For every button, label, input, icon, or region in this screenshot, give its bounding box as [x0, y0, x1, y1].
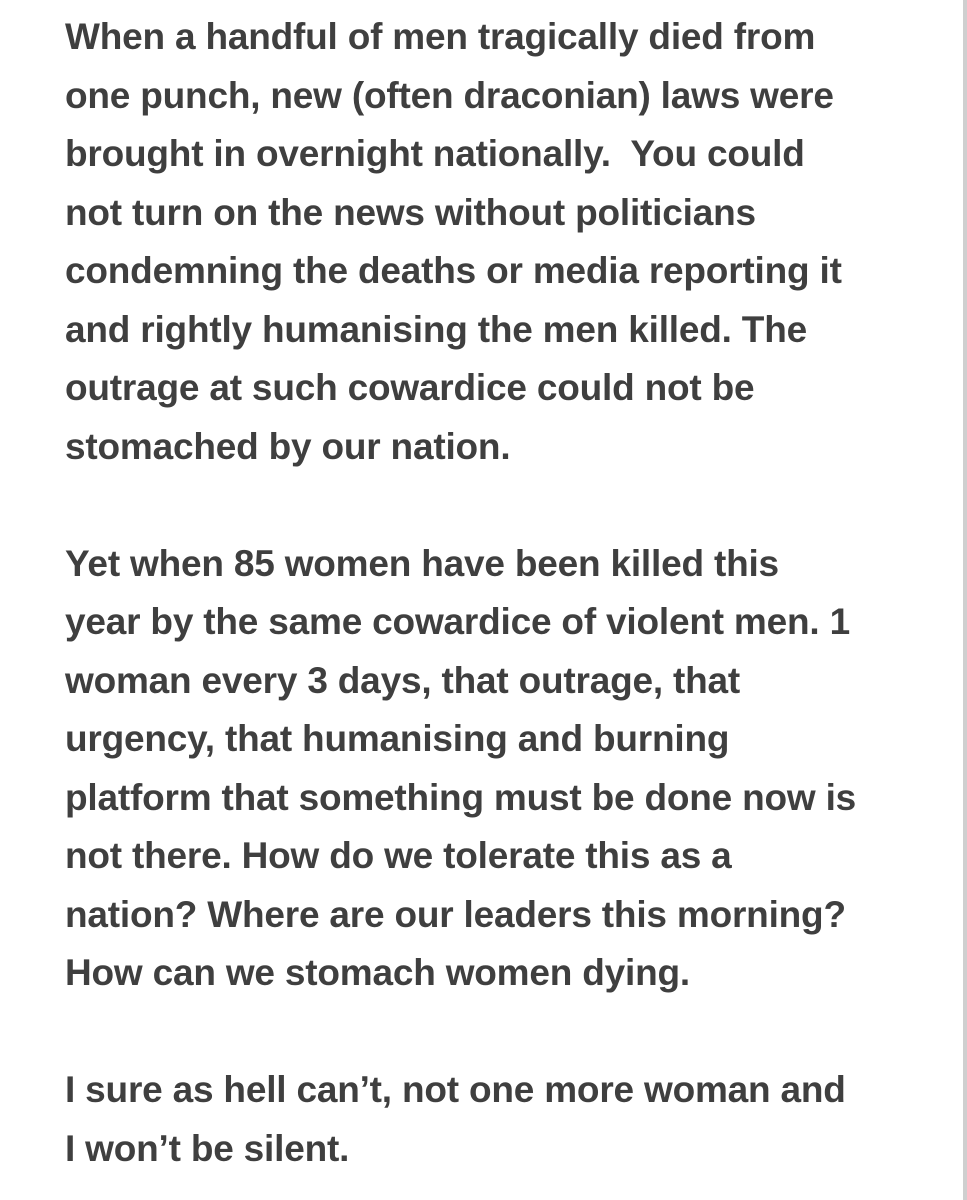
text-line: stomached by our nation. — [65, 425, 511, 467]
paragraph-spacer — [65, 1003, 945, 1062]
text-line: condemning the deaths or media reporting it — [65, 250, 842, 291]
text-line: and rightly humanising the men killed. The — [65, 308, 807, 350]
text-line: brought in overnight nationally. You could — [65, 133, 805, 174]
note-body — [65, 8, 945, 1178]
text-line: I won’t be silent. — [65, 1127, 350, 1169]
text-line: woman every 3 days, that outrage, that — [65, 659, 741, 701]
text-line: How can we stomach women dying. — [65, 952, 690, 993]
text-line: outrage at such cowardice could not be — [65, 367, 755, 408]
text-line: not turn on the news without politicians — [65, 191, 756, 233]
text-line: nation? Where are our leaders this morning? — [65, 893, 846, 935]
text-line: not there. How do we tolerate this as a — [65, 835, 732, 876]
text-line: platform that something must be done now is — [65, 776, 857, 818]
scroll-edge-divider — [963, 0, 967, 1200]
text-line: Yet when 85 women have been killed this — [65, 542, 779, 584]
paragraph-2 — [65, 535, 945, 1003]
text-line: I sure as hell can’t, not one more woman and — [65, 1069, 846, 1110]
paragraph-3 — [65, 1061, 945, 1178]
text-line: When a handful of men tragically died from — [65, 16, 816, 57]
text-line: urgency, that humanising and burning — [65, 718, 730, 759]
text-line: one punch, new (often draconian) laws were — [65, 74, 834, 116]
paragraph-spacer — [65, 476, 945, 535]
text-line: year by the same cowardice of violent men. 1 — [65, 601, 850, 642]
paragraph-1 — [65, 8, 945, 476]
